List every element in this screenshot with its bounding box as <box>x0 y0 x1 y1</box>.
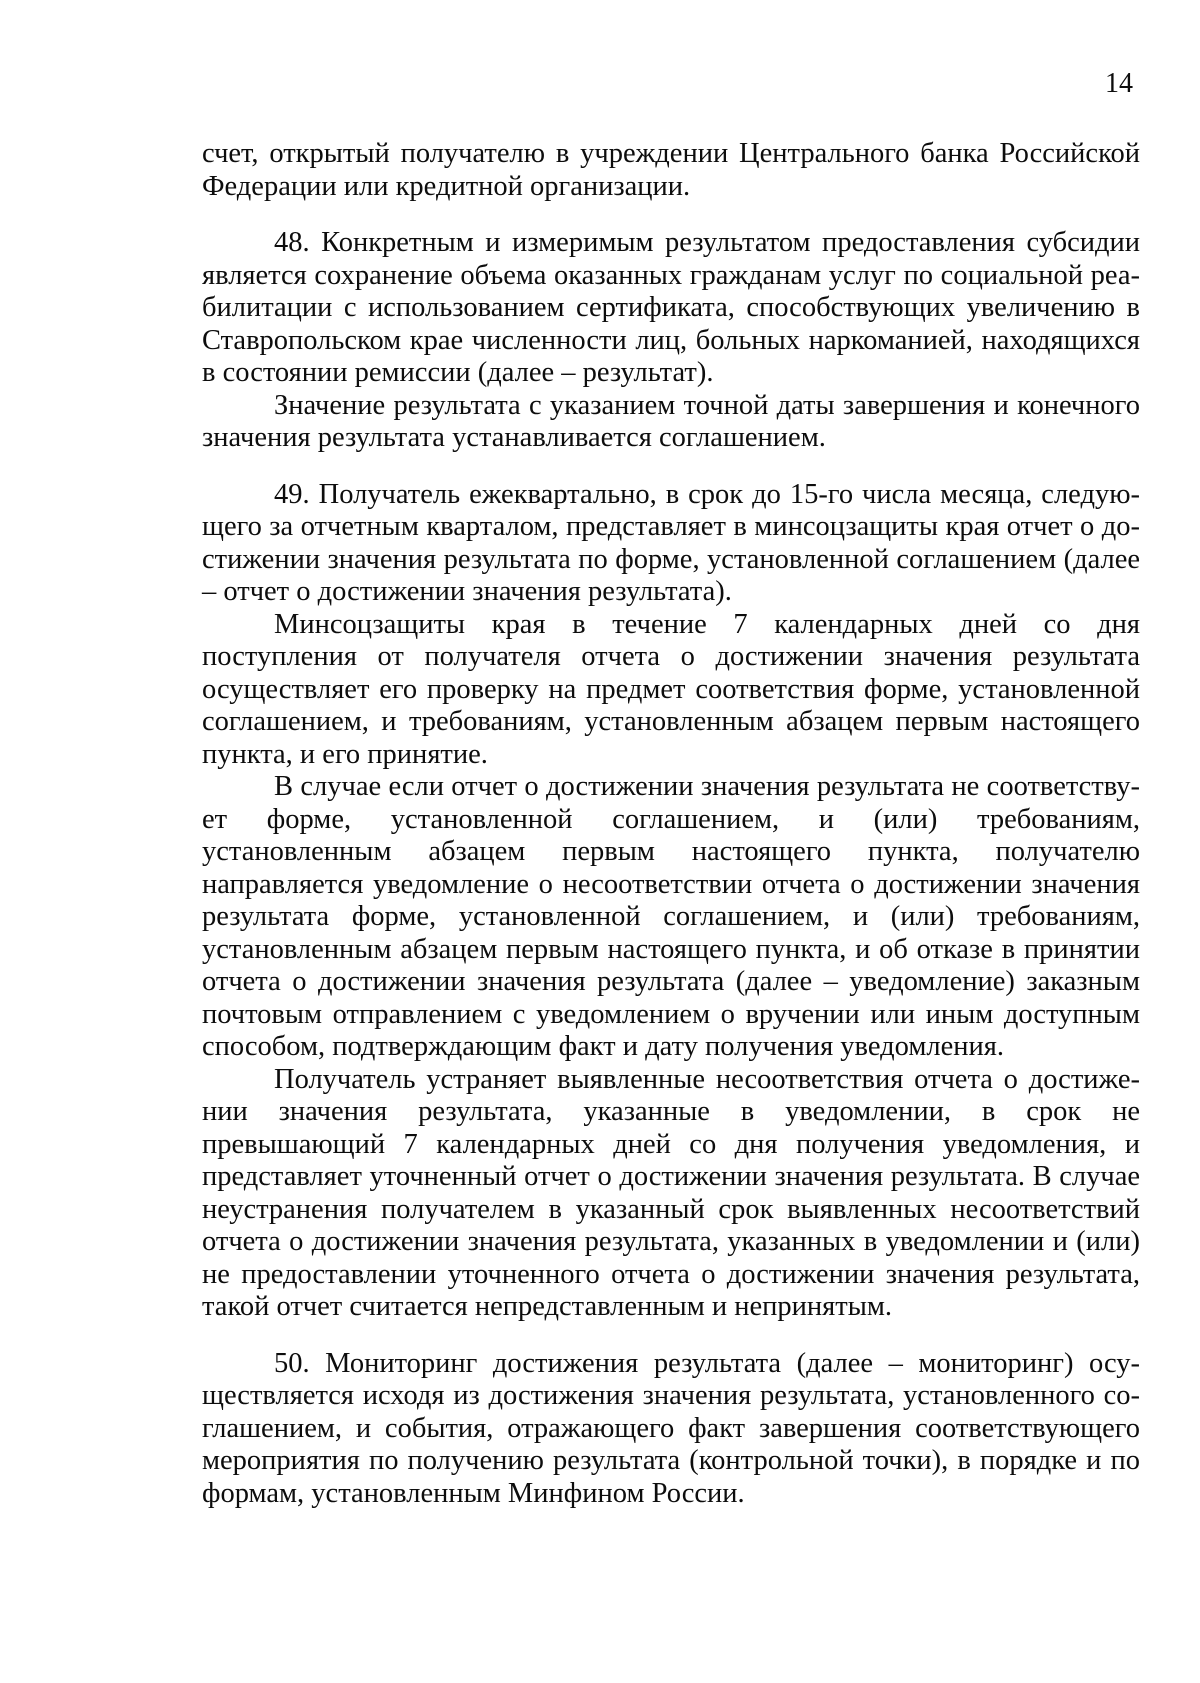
paragraph-report-check: Минсоцзащиты края в течение 7 календарных дней со дня поступления от получателя отчета о достижении значения результата осуществляет его проверку на предмет соответствия форме, установленной соглашением, и требованиям, установленным абзацем первым настоящего пункта, и его принятие. <box>202 608 1140 770</box>
document-body <box>202 138 1140 1510</box>
page-number: 14 <box>1105 68 1133 99</box>
paragraph-continuation: счет, открытый получателю в учреждении Центрального банка Российской Федерации или кредитной организации. <box>202 138 1140 202</box>
paragraph-report-correction: Получатель устраняет выявленные несоответствия отчета о достижении значения результата, указанные в уведомлении, в срок не превышающий 7 календарных дней со дня получения уведомления, и представляет уточненный отчет о достижении значения результата. В случае неустранения получателем в указанный срок выявленных несоответствий отчета о достижении значения результата, указанных в уведомлении и (или) не предоставлении уточненного отчета о достижении значения результата, такой отчет считается непредставленным и непринятым. <box>202 1063 1140 1322</box>
paragraph-item-48: 48. Конкретным и измеримым результатом предоставления субсидии является сохранение объема оказанных гражданам услуг по социальной реабилитации с использованием сертификата, способствующих увеличению в Ставропольском крае численности лиц, больных наркоманией, находящихся в состоянии ремиссии (далее – результат). <box>202 227 1140 388</box>
paragraph-item-49: 49. Получатель ежеквартально, в срок до 15-го числа месяца, следующего за отчетным кварталом, представляет в минсоцзащиты края отчет о достижении значения результата по форме, установленной соглашением (далее – отчет о достижении значения результата). <box>202 478 1140 607</box>
paragraph-report-mismatch: В случае если отчет о достижении значения результата не соответствует форме, установленной соглашением, и (или) требованиям, установленным абзацем первым настоящего пункта, получателю направляется уведомление о несоответствии отчета о достижении значения результата форме, установленной соглашением, и (или) требованиям, установленным абзацем первым настоящего пункта, и об отказе в принятии отчета о достижении значения результата (далее – уведомление) заказным почтовым отправлением с уведомлением о вручении или иным доступным способом, подтверждающим факт и дату получения уведомления. <box>202 771 1140 1062</box>
paragraph-result-value: Значение результата с указанием точной даты завершения и конечного значения результата устанавливается соглашением. <box>202 389 1140 453</box>
paragraph-item-50: 50. Мониторинг достижения результата (далее – мониторинг) осуществляется исходя из достижения значения результата, установленного соглашением, и события, отражающего факт завершения соответствующего мероприятия по получению результата (контрольной точки), в порядке и по формам, установленным Минфином России. <box>202 1347 1140 1509</box>
